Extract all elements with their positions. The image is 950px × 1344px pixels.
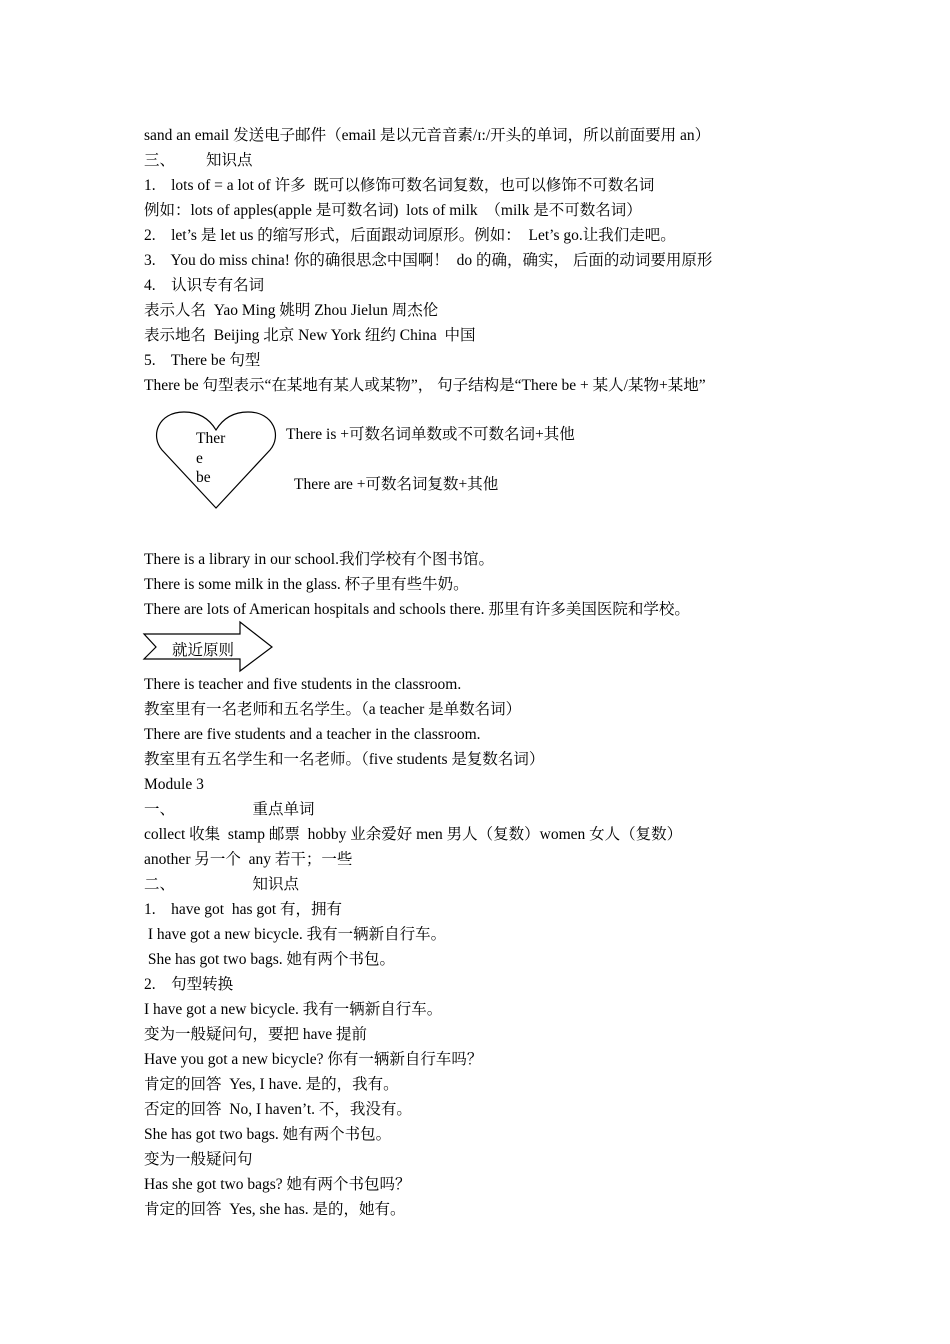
section-heading: 一、 重点单词 xyxy=(144,801,315,818)
text-line: 2. let’s 是 let us 的缩写形式，后面跟动词原形。例如： Let’s go.让我们走吧。 xyxy=(144,227,676,244)
module-heading: Module 3 xyxy=(144,776,204,793)
text-line: She has got two bags. 她有两个书包。 xyxy=(144,951,396,968)
text-line: 变为一般疑问句 xyxy=(144,1151,253,1168)
text-line: 3. You do miss china! 你的确很思念中国啊！ do 的确，确实， 后面的动词要用原形 xyxy=(144,252,713,269)
text-line: 教室里有五名学生和一名老师。（five students 是复数名词） xyxy=(144,751,545,768)
section-heading: 三、 知识点 xyxy=(144,152,253,169)
section-heading: 二、 知识点 xyxy=(144,876,300,893)
example-sentence: There is a library in our school.我们学校有个图书馆。 xyxy=(144,551,494,568)
text-line: 肯定的回答 Yes, she has. 是的，她有。 xyxy=(144,1201,406,1218)
arrow-label: 就近原则 xyxy=(172,642,235,659)
heart-label-line-2: e xyxy=(196,450,203,467)
text-line: 4. 认识专有名词 xyxy=(144,277,265,294)
there-are-rule: There are +可数名词复数+其他 xyxy=(294,476,499,493)
text-line: sand an email 发送电子邮件（email 是以元音音素/ɪ:/开头的单词，所以前面要用 an） xyxy=(144,127,711,144)
text-line: 否定的回答 No, I haven’t. 不，我没有。 xyxy=(144,1101,412,1118)
text-line: collect 收集 stamp 邮票 hobby 业余爱好 men 男人（复数）women 女人（复数） xyxy=(144,826,683,843)
text-line: There are five students and a teacher in the classroom. xyxy=(144,726,481,743)
example-sentence: There is some milk in the glass. 杯子里有些牛奶。 xyxy=(144,576,469,593)
text-line: I have got a new bicycle. 我有一辆新自行车。 xyxy=(144,926,447,943)
text-line: She has got two bags. 她有两个书包。 xyxy=(144,1126,392,1143)
heart-label-line-3: be xyxy=(196,469,211,486)
text-line: 例如：lots of apples(apple 是可数名词) lots of milk （milk 是不可数名词） xyxy=(144,202,642,219)
text-line: Has she got two bags? 她有两个书包吗？ xyxy=(144,1176,411,1193)
heart-label-line-1: Ther xyxy=(196,430,226,447)
text-line: 1. lots of = a lot of 许多 既可以修饰可数名词复数，也可以修饰不可数名词 xyxy=(144,177,655,194)
text-line: 1. have got has got 有，拥有 xyxy=(144,901,343,918)
text-line: 表示人名 Yao Ming 姚明 Zhou Jielun 周杰伦 xyxy=(144,302,439,319)
text-line: 肯定的回答 Yes, I have. 是的，我有。 xyxy=(144,1076,399,1093)
text-line: 5. There be 句型 xyxy=(144,352,261,369)
text-line: 表示地名 Beijing 北京 New York 纽约 China 中国 xyxy=(144,327,476,344)
text-line: Have you got a new bicycle? 你有一辆新自行车吗？ xyxy=(144,1051,483,1068)
text-line: There be 句型表示“在某地有某人或某物”， 句子结构是“There be + 某人/某物+某地” xyxy=(144,377,706,394)
text-line: I have got a new bicycle. 我有一辆新自行车。 xyxy=(144,1001,443,1018)
heart-shape xyxy=(154,406,278,514)
text-line: There is teacher and five students in the classroom. xyxy=(144,676,462,693)
there-is-rule: There is +可数名词单数或不可数名词+其他 xyxy=(286,426,575,443)
text-line: another 另一个 any 若干；一些 xyxy=(144,851,353,868)
example-sentence: There are lots of American hospitals and schools there. 那里有许多美国医院和学校。 xyxy=(144,601,690,618)
text-line: 教室里有一名老师和五名学生。（a teacher 是单数名词） xyxy=(144,701,522,718)
text-line: 变为一般疑问句，要把 have 提前 xyxy=(144,1026,368,1043)
text-line: 2. 句型转换 xyxy=(144,976,234,993)
